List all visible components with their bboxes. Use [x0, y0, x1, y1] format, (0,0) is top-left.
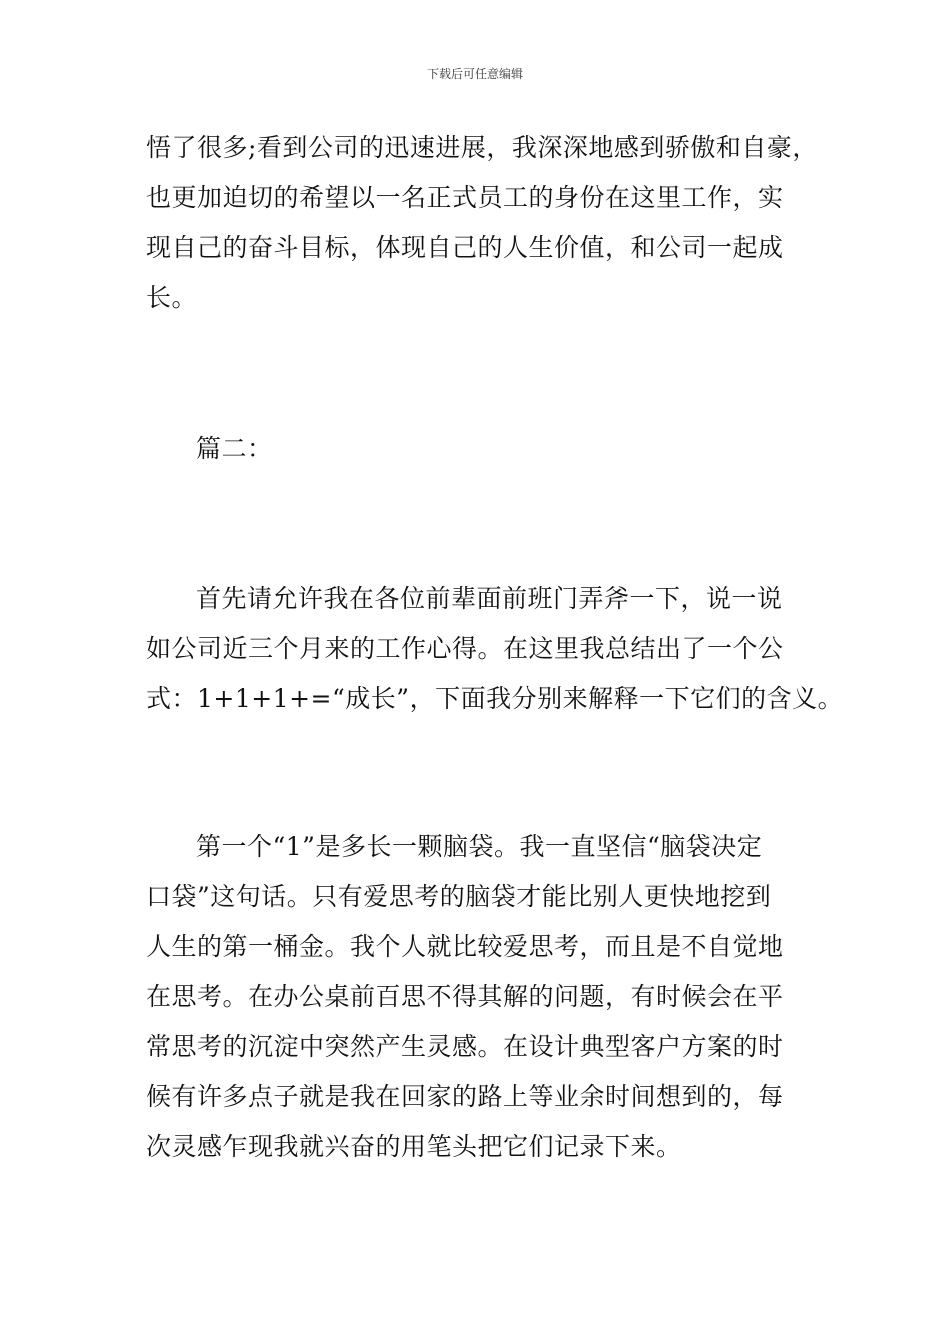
- paragraph-3-line-3: 人生的第一桶金。我个人就比较爱思考，而且是不自觉地: [146, 932, 784, 961]
- paragraph-1-line-3: 现自己的奋斗目标，体现自己的人生价值，和公司一起成: [146, 233, 784, 262]
- page-header-note: 下载后可任意编辑: [426, 67, 523, 81]
- paragraph-3-line-6: 候有许多点子就是我在回家的路上等业余时间想到的，每: [146, 1082, 784, 1111]
- paragraph-2-line-3: 式：1+1+1+=“成长”，下面我分别来解释一下它们的含义。: [146, 684, 844, 713]
- paragraph-2-line-2: 如公司近三个月来的工作心得。在这里我总结出了一个公: [146, 634, 784, 663]
- paragraph-3-line-5: 常思考的沉淀中突然产生灵感。在设计典型客户方案的时: [146, 1032, 784, 1061]
- section-heading: 篇二：: [196, 434, 273, 463]
- paragraph-1-line-1: 悟了很多;看到公司的迅速进展，我深深地感到骄傲和自豪，: [146, 133, 818, 162]
- paragraph-3-line-7: 次灵感乍现我就兴奋的用笔头把它们记录下来。: [146, 1132, 682, 1161]
- paragraph-2-line-1: 首先请允许我在各位前辈面前班门弄斧一下，说一说: [196, 584, 783, 613]
- paragraph-1-line-2: 也更加迫切的希望以一名正式员工的身份在这里工作，实: [146, 183, 784, 212]
- paragraph-1-line-4: 长。: [146, 283, 198, 312]
- paragraph-3-line-1: 第一个“1”是多长一颗脑袋。我一直坚信“脑袋决定: [196, 832, 763, 861]
- paragraph-3-line-2: 口袋”这句话。只有爱思考的脑袋才能比别人更快地挖到: [146, 882, 772, 911]
- paragraph-3-line-4: 在思考。在办公桌前百思不得其解的问题，有时候会在平: [146, 982, 784, 1011]
